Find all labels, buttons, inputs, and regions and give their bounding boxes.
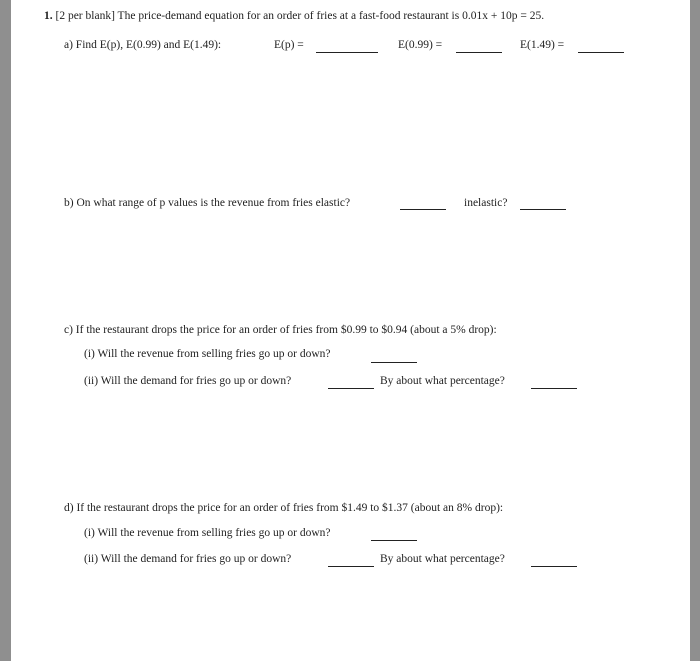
part-c-prompt: c) If the restaurant drops the price for an order of fries from $0.99 to $0.94 (about a 5% drop):: [64, 324, 497, 336]
e099-answer-blank[interactable]: [456, 52, 502, 53]
inelastic-answer-blank[interactable]: [520, 209, 566, 210]
part-b-prompt: b) On what range of p values is the revenue from fries elastic?: [64, 197, 351, 209]
part-d-percentage-blank[interactable]: [531, 566, 577, 567]
part-d-prompt: d) If the restaurant drops the price for an order of fries from $1.49 to $1.37 (about an 8% drop):: [64, 502, 504, 514]
ep-label: E(p) =: [274, 39, 304, 51]
part-c-percentage-label: By about what percentage?: [380, 375, 505, 387]
part-d-revenue-blank[interactable]: [371, 540, 417, 541]
e149-answer-blank[interactable]: [578, 52, 624, 53]
part-c-percentage-blank[interactable]: [531, 388, 577, 389]
part-c-revenue-blank[interactable]: [371, 362, 417, 363]
right-margin-shadow: [690, 0, 700, 661]
part-c-demand-blank[interactable]: [328, 388, 374, 389]
inelastic-label: inelastic?: [464, 197, 508, 209]
elastic-answer-blank[interactable]: [400, 209, 446, 210]
problem-text: [2 per blank] The price-demand equation for an order of fries at a fast-food restaurant is 0.01x + 10p = 25.: [55, 10, 545, 22]
e149-label: E(1.49) =: [520, 39, 565, 51]
part-d-question-1: (i) Will the revenue from selling fries go up or down?: [84, 527, 331, 539]
problem-number: 1.: [44, 10, 53, 22]
part-d-percentage-label: By about what percentage?: [380, 553, 505, 565]
problem-header: [44, 9, 544, 23]
part-c-question-2: (ii) Will the demand for fries go up or down?: [84, 375, 292, 387]
part-a-prompt: a) Find E(p), E(0.99) and E(1.49):: [64, 39, 222, 51]
left-margin-shadow: [0, 0, 11, 661]
part-d-demand-blank[interactable]: [328, 566, 374, 567]
e099-label: E(0.99) =: [398, 39, 443, 51]
part-d-question-2: (ii) Will the demand for fries go up or down?: [84, 553, 292, 565]
ep-answer-blank[interactable]: [316, 52, 378, 53]
part-c-question-1: (i) Will the revenue from selling fries go up or down?: [84, 348, 331, 360]
